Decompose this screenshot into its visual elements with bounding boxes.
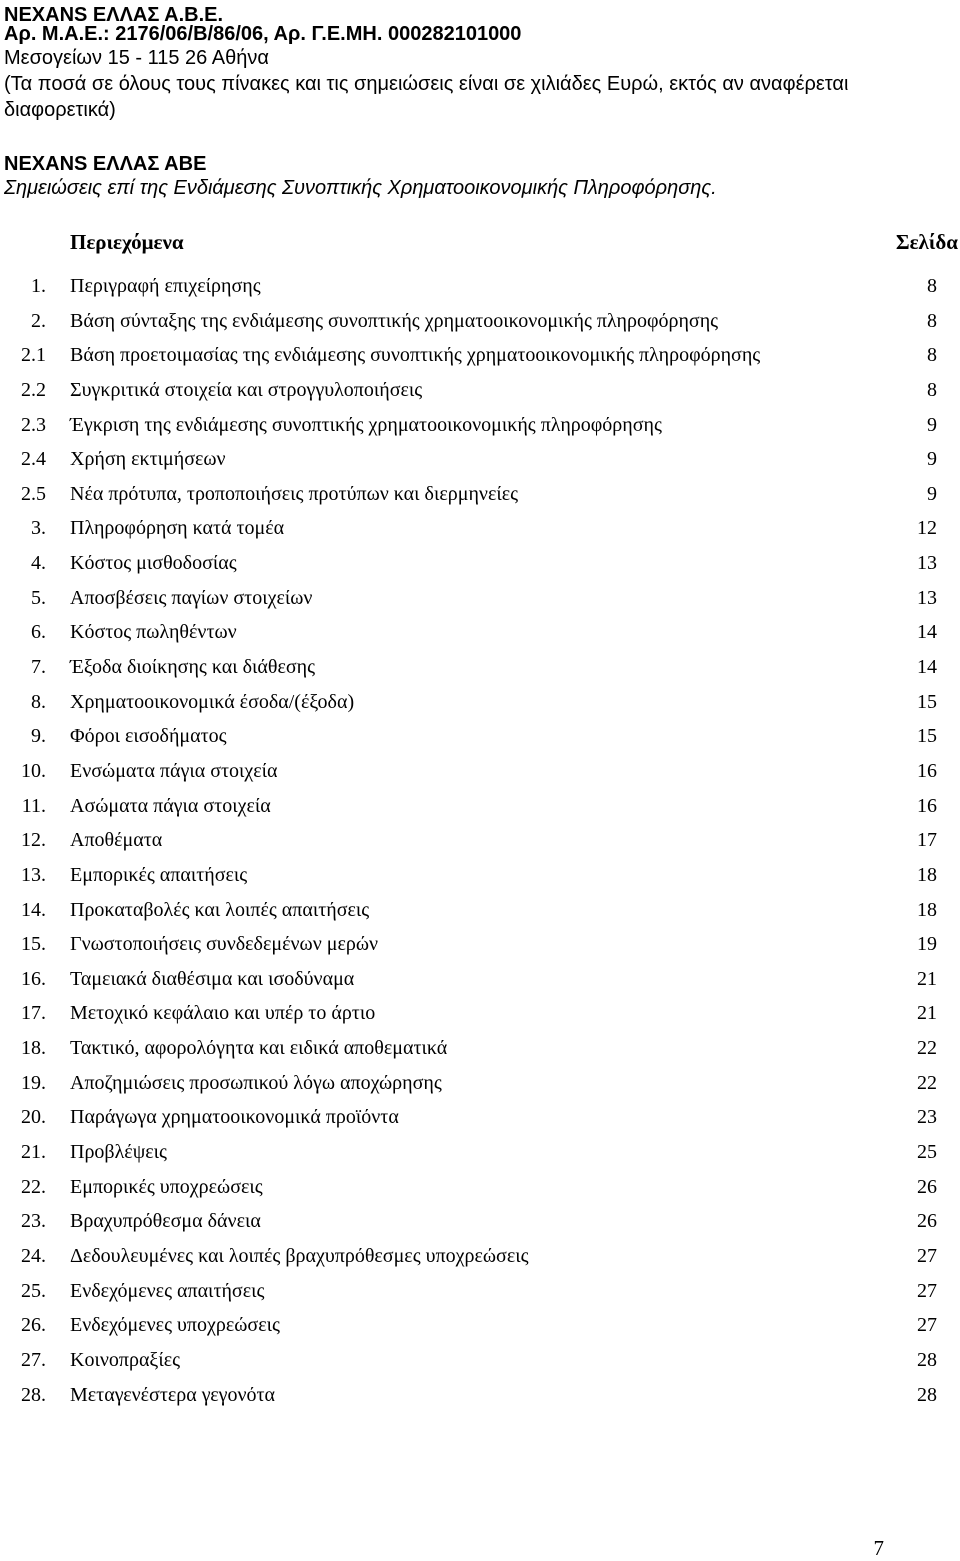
- toc-entry-page: 14: [917, 656, 937, 679]
- toc-entry-title: Έξοδα διοίκησης και διάθεσης: [70, 656, 316, 679]
- toc-entry-title: Αποζημιώσεις προσωπικού λόγω αποχώρησης: [70, 1071, 442, 1094]
- document-subtitle: Σημειώσεις επί της Ενδιάμεσης Συνοπτικής Χρηματοοικονομικής Πληροφόρησης.: [4, 177, 717, 199]
- toc-entry-title: Βάση προετοιμασίας της ενδιάμεσης συνοπτικής χρηματοοικονομικής πληροφόρησης: [70, 344, 761, 367]
- toc-entry-number: 14.: [21, 898, 46, 921]
- toc-entry[interactable]: [0, 687, 960, 722]
- toc-entry[interactable]: [0, 756, 960, 791]
- toc-entry-title: Εμπορικές απαιτήσεις: [70, 863, 248, 886]
- toc-entry-number: 7.: [31, 656, 46, 679]
- toc-entry-title: Εμπορικές υποχρεώσεις: [70, 1175, 263, 1198]
- toc-entry-page: 28: [917, 1348, 937, 1371]
- toc-entry-page: 17: [917, 829, 937, 852]
- toc-entry[interactable]: [0, 825, 960, 860]
- toc-entry-title: Προκαταβολές και λοιπές απαιτήσεις: [70, 898, 370, 921]
- toc-entry-title: Ενσώματα πάγια στοιχεία: [70, 759, 278, 782]
- toc-entry[interactable]: [0, 1102, 960, 1137]
- toc-entry-number: 27.: [21, 1348, 46, 1371]
- toc-entry-page: 21: [917, 967, 937, 990]
- toc-page-heading: Σελίδα: [895, 230, 958, 254]
- toc-entry[interactable]: [0, 1310, 960, 1345]
- registration-info: Αρ. Μ.Α.Ε.: 2176/06/Β/86/06, Αρ. Γ.Ε.ΜΗ. 000282101000: [4, 23, 522, 45]
- toc-entry-page: 27: [917, 1279, 937, 1302]
- toc-entry-number: 19.: [21, 1071, 46, 1094]
- toc-entry-title: Βάση σύνταξης της ενδιάμεσης συνοπτικής χρηματοοικονομικής πληροφόρησης: [70, 309, 719, 332]
- toc-entry-title: Βραχυπρόθεσμα δάνεια: [70, 1210, 261, 1233]
- toc-entry-number: 21.: [21, 1141, 46, 1164]
- page-number: 7: [873, 1536, 884, 1560]
- toc-entry-page: 27: [917, 1244, 937, 1267]
- toc-entry[interactable]: [0, 375, 960, 410]
- toc-entry-page: 8: [927, 344, 937, 367]
- toc-entry-page: 28: [917, 1383, 937, 1406]
- toc-entry-page: 18: [917, 863, 937, 886]
- toc-entry[interactable]: [0, 548, 960, 583]
- toc-entry-number: 22.: [21, 1175, 46, 1198]
- toc-entry-title: Αποθέματα: [70, 829, 163, 852]
- toc-entry-page: 18: [917, 898, 937, 921]
- toc-entry-title: Πληροφόρηση κατά τομέα: [70, 517, 285, 540]
- toc-entry-page: 8: [927, 275, 937, 297]
- toc-entry[interactable]: [0, 1068, 960, 1103]
- toc-entry-number: 2.: [31, 309, 46, 332]
- toc-entry-title: Ενδεχόμενες απαιτήσεις: [70, 1279, 265, 1302]
- toc-entry-number: 20.: [21, 1106, 46, 1129]
- toc-entry-title: Ασώματα πάγια στοιχεία: [70, 794, 271, 817]
- toc-entry[interactable]: [0, 860, 960, 895]
- toc-entry-title: Αποσβέσεις παγίων στοιχείων: [70, 586, 313, 609]
- toc-entry-number: 25.: [21, 1279, 46, 1302]
- toc-entry[interactable]: [0, 929, 960, 964]
- toc-entry[interactable]: [0, 1345, 960, 1380]
- toc-entry-title: Χρήση εκτιμήσεων: [70, 448, 226, 471]
- toc-entry[interactable]: [0, 964, 960, 999]
- toc-entry-page: 16: [917, 759, 937, 782]
- toc-entry-number: 12.: [21, 829, 46, 852]
- toc-entry-title: Συγκριτικά στοιχεία και στρογγυλοποιήσεις: [70, 378, 423, 401]
- toc-heading: Περιεχόμενα: [70, 230, 184, 254]
- toc-entry-page: 9: [927, 448, 937, 471]
- toc-entry-number: 13.: [21, 863, 46, 886]
- toc-entry-number: 4.: [31, 552, 46, 575]
- toc-entry[interactable]: [0, 1276, 960, 1311]
- toc-entry-title: Γνωστοποιήσεις συνδεδεμένων μερών: [70, 933, 379, 956]
- table-of-contents: [0, 271, 960, 1414]
- toc-entry[interactable]: [0, 513, 960, 548]
- toc-entry-number: 28.: [21, 1383, 46, 1406]
- toc-entry-number: 16.: [21, 967, 46, 990]
- toc-entry-number: 1.: [31, 275, 46, 297]
- toc-entry[interactable]: [0, 998, 960, 1033]
- toc-entry-title: Έγκριση της ενδιάμεσης συνοπτικής χρηματοοικονομικής πληροφόρησης: [70, 413, 662, 436]
- toc-entry[interactable]: [0, 617, 960, 652]
- toc-entry[interactable]: [0, 410, 960, 445]
- amounts-note: (Τα ποσά σε όλους τους πίνακες και τις σημειώσεις είναι σε χιλιάδες Ευρώ, εκτός αν αναφέρεται: [4, 73, 849, 95]
- toc-entry[interactable]: [0, 1380, 960, 1415]
- toc-entry-number: 2.4: [21, 448, 46, 471]
- toc-entry-title: Μεταγενέστερα γεγονότα: [70, 1383, 275, 1406]
- toc-entry-page: 26: [917, 1175, 937, 1198]
- toc-entry-number: 17.: [21, 1002, 46, 1025]
- toc-entry-title: Ενδεχόμενες υποχρεώσεις: [70, 1314, 280, 1337]
- toc-entry-page: 13: [917, 586, 937, 609]
- toc-entry-number: 23.: [21, 1210, 46, 1233]
- toc-entry[interactable]: [0, 652, 960, 687]
- toc-entry-number: 2.1: [21, 344, 46, 367]
- toc-entry-number: 9.: [31, 725, 46, 748]
- toc-entry[interactable]: [0, 791, 960, 826]
- toc-entry-number: 2.3: [21, 413, 46, 436]
- company-name-short: ΝΕΧΑΝS ΕΛΛΑΣ ΑΒΕ: [4, 153, 207, 175]
- toc-entry-number: 24.: [21, 1244, 46, 1267]
- toc-entry-page: 13: [917, 552, 937, 575]
- toc-entry-page: 14: [917, 621, 937, 644]
- toc-entry[interactable]: [0, 721, 960, 756]
- toc-entry-number: 26.: [21, 1314, 46, 1337]
- toc-entry-title: Μετοχικό κεφάλαιο και υπέρ το άρτιο: [70, 1002, 376, 1025]
- toc-entry[interactable]: [0, 271, 960, 306]
- toc-entry-page: 15: [917, 690, 937, 713]
- toc-entry[interactable]: [0, 479, 960, 514]
- toc-entry-page: 27: [917, 1314, 937, 1337]
- toc-entry-title: Τακτικό, αφορολόγητα και ειδικά αποθεματικά: [70, 1037, 448, 1060]
- toc-entry[interactable]: [0, 306, 960, 341]
- toc-entry-page: 8: [927, 378, 937, 401]
- toc-entry-page: 25: [917, 1141, 937, 1164]
- toc-entry-number: 15.: [21, 933, 46, 956]
- toc-entry-number: 18.: [21, 1037, 46, 1060]
- toc-entry-number: 6.: [31, 621, 46, 644]
- toc-entry-number: 8.: [31, 690, 46, 713]
- toc-entry[interactable]: [0, 1137, 960, 1172]
- toc-entry[interactable]: [0, 1033, 960, 1068]
- toc-entry[interactable]: [0, 340, 960, 375]
- toc-entry-title: Κοινοπραξίες: [70, 1348, 181, 1371]
- toc-entry-page: 22: [917, 1037, 937, 1060]
- toc-entry-page: 8: [927, 309, 937, 332]
- toc-entry-number: 3.: [31, 517, 46, 540]
- toc-entry-number: 2.5: [21, 482, 46, 505]
- toc-entry-page: 21: [917, 1002, 937, 1025]
- toc-entry-title: Προβλέψεις: [70, 1141, 167, 1164]
- toc-entry-page: 23: [917, 1106, 937, 1129]
- company-address: Μεσογείων 15 - 115 26 Αθήνα: [4, 47, 269, 69]
- toc-entry-title: Ταμειακά διαθέσιμα και ισοδύναμα: [70, 967, 355, 990]
- toc-entry-title: Νέα πρότυπα, τροποποιήσεις προτύπων και διερμηνείες: [70, 482, 519, 505]
- amounts-note-continued: διαφορετικά): [4, 99, 116, 121]
- toc-entry-number: 2.2: [21, 378, 46, 401]
- toc-entry-page: 26: [917, 1210, 937, 1233]
- toc-entry-title: Παράγωγα χρηματοοικονομικά προϊόντα: [70, 1106, 399, 1129]
- toc-entry-page: 22: [917, 1071, 937, 1094]
- toc-entry-title: Κόστος μισθοδοσίας: [70, 552, 237, 575]
- toc-entry-number: 5.: [31, 586, 46, 609]
- company-name: ΝΕΧΑΝS ΕΛΛΑΣ Α.Β.Ε.: [4, 4, 224, 26]
- toc-entry[interactable]: [0, 1172, 960, 1207]
- toc-entry-page: 9: [927, 482, 937, 505]
- toc-entry[interactable]: [0, 1241, 960, 1276]
- toc-entry-title: Δεδουλευμένες και λοιπές βραχυπρόθεσμες υποχρεώσεις: [70, 1244, 529, 1267]
- toc-entry-page: 9: [927, 413, 937, 436]
- toc-entry[interactable]: [0, 444, 960, 479]
- toc-entry-number: 11.: [21, 794, 46, 817]
- toc-entry-number: 10.: [21, 759, 46, 782]
- toc-entry-page: 19: [917, 933, 937, 956]
- toc-entry-title: Κόστος πωληθέντων: [70, 621, 237, 644]
- toc-entry-page: 16: [917, 794, 937, 817]
- toc-entry-page: 12: [917, 517, 937, 540]
- toc-entry-title: Χρηματοοικονομικά έσοδα/(έξοδα): [70, 690, 355, 713]
- toc-entry[interactable]: [0, 1206, 960, 1241]
- toc-entry-title: Φόροι εισοδήματος: [70, 725, 227, 748]
- toc-entry[interactable]: [0, 583, 960, 618]
- toc-entry[interactable]: [0, 895, 960, 930]
- toc-entry-title: Περιγραφή επιχείρησης: [70, 275, 261, 297]
- toc-entry-page: 15: [917, 725, 937, 748]
